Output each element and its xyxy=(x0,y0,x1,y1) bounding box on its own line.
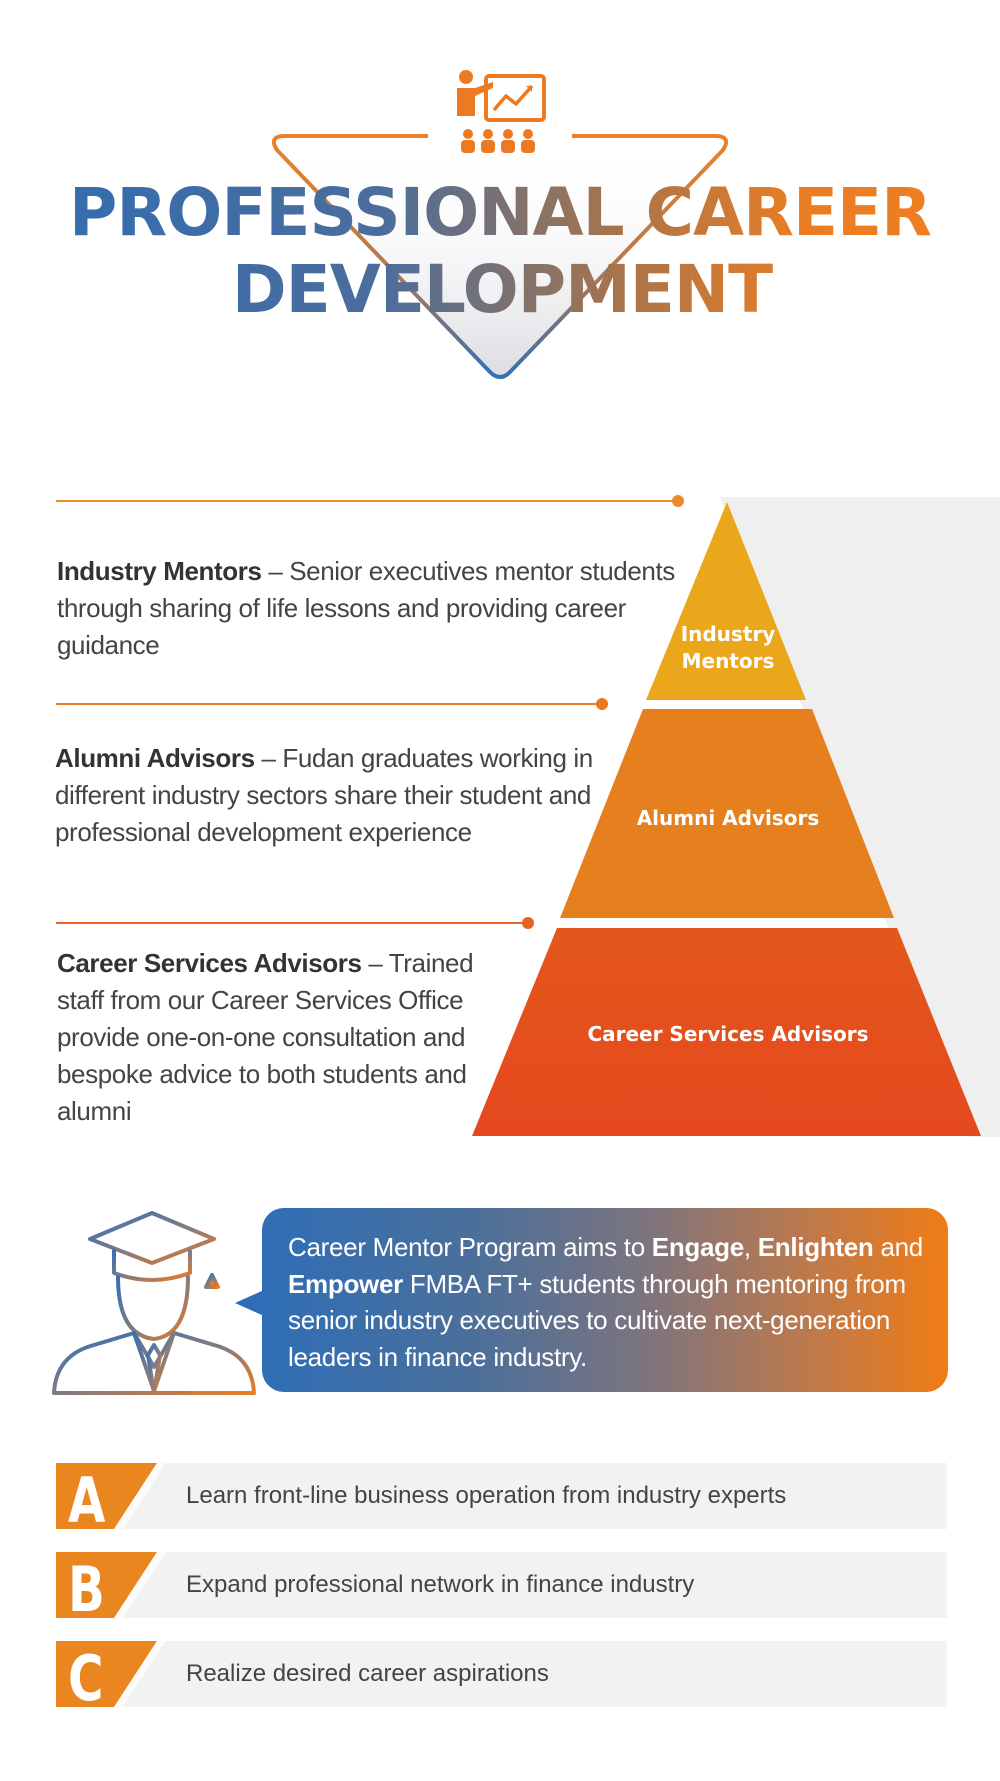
tier-label-line: Industry xyxy=(680,622,776,646)
description-text: – Senior executives mentor students through sharing of life lessons and providing career guidance xyxy=(57,556,675,660)
goal-letter: C xyxy=(68,1642,104,1715)
goal-item-b xyxy=(56,1552,947,1626)
goal-letter: B xyxy=(68,1553,105,1626)
program-text: FMBA FT+ students through mentoring from senior industry executives to cultivate next-generation leaders in finance industry. xyxy=(288,1268,906,1372)
goal-item-c xyxy=(56,1641,947,1715)
program-keyword-enlighten: Enlighten xyxy=(757,1232,874,1262)
description-career-services xyxy=(57,945,497,1130)
description-term: Alumni Advisors xyxy=(55,743,255,773)
program-text: and xyxy=(873,1232,923,1262)
leader-line-alumni-advisors xyxy=(56,698,608,710)
goal-item-a xyxy=(56,1463,947,1537)
goal-text: Realize desired career aspirations xyxy=(186,1660,549,1687)
description-text: – Trained staff from our Career Services Office provide one-on-one consultation and bespoke advice to both students and alumni xyxy=(57,948,474,1126)
tier-label-career-services: Career Services Advisors xyxy=(587,1022,869,1046)
description-industry-mentors xyxy=(57,553,697,664)
page-title-line-1: PROFESSIONAL CAREER xyxy=(0,180,1000,246)
goal-text: Expand professional network in finance industry xyxy=(186,1571,695,1598)
page-title-line-2: DEVELOPMENT xyxy=(0,257,1000,323)
tier-label-line: Mentors xyxy=(681,649,775,673)
description-alumni-advisors xyxy=(55,740,615,851)
speech-bubble-tail xyxy=(235,1290,264,1316)
graduate-icon xyxy=(50,1205,260,1395)
program-text: Career Mentor Program aims to xyxy=(288,1232,652,1262)
goal-letter: A xyxy=(68,1464,106,1537)
program-text: , xyxy=(743,1232,758,1262)
program-keyword-empower: Empower xyxy=(288,1268,403,1299)
leader-line-industry-mentors xyxy=(56,495,684,507)
description-term: Industry Mentors xyxy=(57,556,262,586)
leader-line-career-services xyxy=(56,917,534,929)
program-description xyxy=(288,1229,938,1375)
program-keyword-engage: Engage xyxy=(651,1232,744,1262)
description-text: – Fudan graduates working in different industry sectors share their student and professional development experience xyxy=(55,743,593,847)
description-term: Career Services Advisors xyxy=(57,948,362,978)
tier-label-alumni-advisors: Alumni Advisors xyxy=(636,806,820,830)
goal-text: Learn front-line business operation from industry experts xyxy=(186,1482,787,1509)
